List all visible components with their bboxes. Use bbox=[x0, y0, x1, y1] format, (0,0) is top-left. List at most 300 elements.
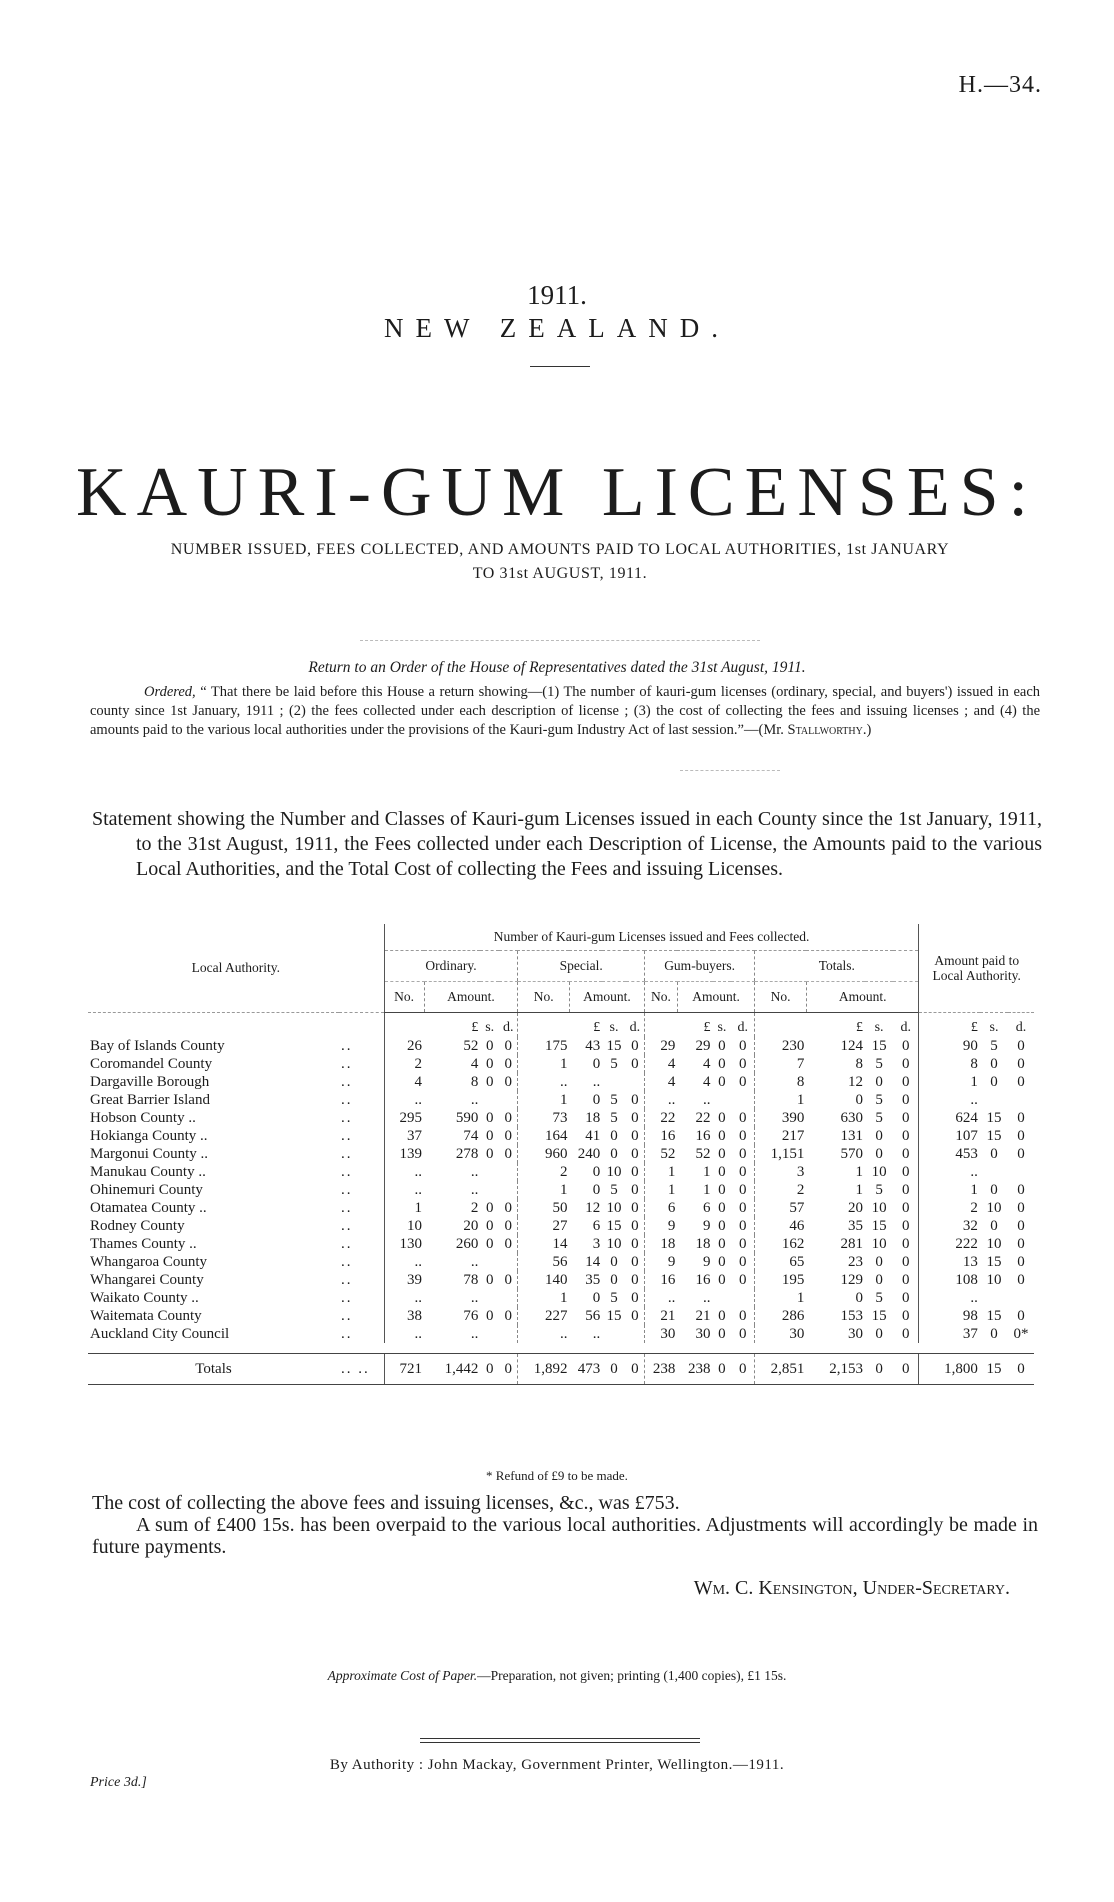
cell-p-s: 15 bbox=[986, 1128, 1002, 1144]
divider bbox=[360, 640, 760, 641]
row-leader-dots: .. bbox=[341, 1146, 353, 1162]
cell-s-no: 50 bbox=[518, 1199, 570, 1217]
cell-o-s bbox=[480, 1289, 499, 1307]
col-no: No. bbox=[645, 982, 678, 1013]
row-local-authority: Totals bbox=[88, 1354, 339, 1385]
cell-s-no: .. bbox=[518, 1073, 570, 1091]
col-group-header: Number of Kauri-gum Licenses issued and Fees collected. bbox=[384, 924, 919, 951]
shilling-unit: s. bbox=[485, 1020, 495, 1035]
cell-o-no: .. bbox=[384, 1181, 424, 1199]
row-local-authority: Whangarei County bbox=[90, 1272, 204, 1288]
statement-heading bbox=[92, 807, 1042, 882]
cell-o-l: .. bbox=[470, 1164, 479, 1180]
cell-g-d: 0 bbox=[739, 1218, 747, 1234]
subtitle bbox=[80, 538, 1040, 586]
cell-t-s: 15 bbox=[871, 1218, 887, 1234]
signature: Wm. C. Kensington, Under-Secretary. bbox=[693, 1577, 1010, 1599]
cell-t-l: 0 bbox=[855, 1092, 863, 1108]
row-leader-dots: .. bbox=[341, 1236, 353, 1252]
cell-g-s: 0 bbox=[718, 1182, 726, 1198]
row-local-authority: Waitemata County bbox=[90, 1308, 202, 1324]
units-row bbox=[88, 1013, 1034, 1038]
cell-o-no: .. bbox=[384, 1325, 424, 1343]
cell-t-no: 30 bbox=[755, 1325, 807, 1343]
cell-t-l: 8 bbox=[855, 1056, 863, 1072]
cell-p-d: 0 bbox=[1017, 1056, 1025, 1072]
cell-o-no: 26 bbox=[384, 1037, 424, 1055]
cell-p-l: 90 bbox=[919, 1037, 980, 1055]
cell-s-d: 0 bbox=[631, 1110, 639, 1126]
subtitle-line-1: NUMBER ISSUED, FEES COLLECTED, AND AMOUNTS PAID TO LOCAL AUTHORITIES, 1st JANUARY bbox=[170, 541, 950, 558]
cell-s-s: 10 bbox=[606, 1236, 622, 1252]
cell-p-d bbox=[1008, 1289, 1034, 1307]
cell-o-no: .. bbox=[384, 1091, 424, 1109]
table-header-row bbox=[88, 924, 1034, 951]
cell-t-s: 0 bbox=[875, 1074, 883, 1090]
cell-g-d: 0 bbox=[739, 1182, 747, 1198]
cell-s-no: 164 bbox=[518, 1127, 570, 1145]
pence-unit: d. bbox=[629, 1020, 641, 1035]
row-leader-dots: .. bbox=[341, 1290, 353, 1306]
cell-s-no: 227 bbox=[518, 1307, 570, 1325]
cell-g-no: 238 bbox=[645, 1354, 678, 1385]
cell-o-l: 260 bbox=[455, 1236, 479, 1252]
cell-o-s: 0 bbox=[485, 1110, 494, 1126]
cell-t-no: 57 bbox=[755, 1199, 807, 1217]
cell-t-s: 0 bbox=[865, 1354, 893, 1385]
cell-o-d: 0 bbox=[504, 1038, 512, 1054]
cell-g-d: 0 bbox=[739, 1254, 747, 1270]
cell-t-no: 7 bbox=[755, 1055, 807, 1073]
cell-s-d: 0 bbox=[626, 1354, 645, 1385]
cell-p-s: 0 bbox=[990, 1182, 998, 1198]
cell-o-s: 0 bbox=[485, 1236, 494, 1252]
cell-s-no: 175 bbox=[518, 1037, 570, 1055]
cell-o-d: 0 bbox=[504, 1200, 512, 1216]
cell-g-s: 0 bbox=[718, 1236, 726, 1252]
cell-s-d: 0 bbox=[631, 1272, 639, 1288]
col-no: No. bbox=[755, 982, 807, 1013]
cell-t-no: 195 bbox=[755, 1271, 807, 1289]
cell-s-l: 14 bbox=[585, 1254, 601, 1270]
order-text bbox=[90, 683, 1040, 740]
table-row bbox=[88, 1109, 1034, 1127]
row-leader-dots: .. bbox=[341, 1218, 353, 1234]
cell-p-s: 0 bbox=[990, 1146, 998, 1162]
cell-s-s: 0 bbox=[610, 1128, 618, 1144]
subtitle-line-2: TO 31st AUGUST, 1911. bbox=[472, 565, 648, 582]
cell-o-l: 4 bbox=[470, 1056, 479, 1072]
cell-s-l: 3 bbox=[592, 1236, 601, 1252]
cell-p-s bbox=[980, 1289, 1008, 1307]
return-order-line: Return to an Order of the House of Representatives dated the 31st August, 1911. bbox=[308, 659, 806, 676]
col-local-authority: Local Authority. bbox=[88, 924, 384, 1013]
cell-s-l: 43 bbox=[585, 1038, 601, 1054]
cell-s-l: 35 bbox=[585, 1272, 601, 1288]
row-local-authority: Dargaville Borough bbox=[90, 1074, 210, 1090]
cell-o-no: 38 bbox=[384, 1307, 424, 1325]
cell-p-d: 0* bbox=[1013, 1326, 1029, 1342]
row-leader-dots: .. bbox=[341, 1074, 353, 1090]
cell-g-s: 0 bbox=[718, 1200, 726, 1216]
cell-g-d: 0 bbox=[739, 1038, 747, 1054]
row-leader-dots: .. bbox=[341, 1308, 353, 1324]
year-heading: 1911. bbox=[527, 280, 587, 310]
cell-t-no: 390 bbox=[755, 1109, 807, 1127]
cell-o-no: 39 bbox=[384, 1271, 424, 1289]
cell-o-no: 4 bbox=[384, 1073, 424, 1091]
cell-o-no: .. bbox=[384, 1163, 424, 1181]
cell-t-l: 20 bbox=[848, 1200, 863, 1216]
cell-g-l: 4 bbox=[703, 1074, 711, 1090]
cell-p-l: .. bbox=[919, 1091, 980, 1109]
cell-s-no: 140 bbox=[518, 1271, 570, 1289]
cell-o-l: 76 bbox=[463, 1308, 479, 1324]
cell-g-no: .. bbox=[645, 1289, 678, 1307]
col-totals: Totals. bbox=[755, 951, 919, 982]
cell-g-no: 16 bbox=[645, 1127, 678, 1145]
cell-p-s bbox=[980, 1163, 1008, 1181]
cell-t-d: 0 bbox=[902, 1218, 910, 1234]
cell-o-s: 0 bbox=[485, 1200, 494, 1216]
divider bbox=[420, 1738, 700, 1739]
cell-p-l: 1 bbox=[919, 1073, 980, 1091]
cell-t-d: 0 bbox=[902, 1308, 910, 1324]
cell-p-l: 98 bbox=[919, 1307, 980, 1325]
pound-unit: £ bbox=[856, 1020, 863, 1035]
cell-t-l: 153 bbox=[840, 1308, 863, 1324]
cell-s-l: 0 bbox=[592, 1290, 601, 1306]
cell-t-l: 2,153 bbox=[806, 1354, 865, 1385]
row-local-authority: Thames County .. bbox=[90, 1236, 197, 1252]
cell-g-l: 22 bbox=[695, 1110, 711, 1126]
cell-o-d bbox=[499, 1181, 518, 1199]
cell-g-no: 1 bbox=[645, 1181, 678, 1199]
table-row bbox=[88, 1127, 1034, 1145]
table-row bbox=[88, 1163, 1034, 1181]
cell-s-s: 5 bbox=[610, 1056, 618, 1072]
cell-o-s: 0 bbox=[480, 1354, 499, 1385]
cell-g-s: 0 bbox=[718, 1326, 726, 1342]
paper-cost-label: Approximate Cost of Paper. bbox=[327, 1668, 478, 1683]
cell-p-d: 0 bbox=[1017, 1182, 1025, 1198]
cell-g-no: 18 bbox=[645, 1235, 678, 1253]
cell-s-no: 1,892 bbox=[518, 1354, 570, 1385]
cell-t-d: 0 bbox=[902, 1092, 910, 1108]
cell-g-s bbox=[713, 1289, 732, 1307]
cell-o-no: 10 bbox=[384, 1217, 424, 1235]
cell-g-d: 0 bbox=[739, 1326, 747, 1342]
row-leader-dots: .. bbox=[341, 1200, 353, 1216]
cell-t-s: 5 bbox=[875, 1110, 883, 1126]
cell-p-d: 0 bbox=[1017, 1218, 1025, 1234]
divider bbox=[420, 1742, 700, 1743]
cell-s-no: 1 bbox=[518, 1181, 570, 1199]
cell-t-s: 0 bbox=[875, 1254, 883, 1270]
ordered-member-name: Stallworthy.) bbox=[787, 722, 872, 738]
cell-t-no: 1,151 bbox=[755, 1145, 807, 1163]
pence-unit: d. bbox=[1015, 1020, 1027, 1035]
cell-s-s: 5 bbox=[610, 1110, 618, 1126]
cell-o-l: 20 bbox=[463, 1218, 479, 1234]
cell-p-s: 15 bbox=[986, 1254, 1002, 1270]
cell-t-l: 0 bbox=[855, 1290, 863, 1306]
overpaid-paragraph: A sum of £400 15s. has been overpaid to the various local authorities. Adjustments will accordingly be made in future payments. bbox=[92, 1514, 1038, 1558]
cell-o-l: .. bbox=[470, 1290, 479, 1306]
cell-s-s: 10 bbox=[606, 1200, 622, 1216]
cell-p-l: 624 bbox=[919, 1109, 980, 1127]
cell-p-d: 0 bbox=[1017, 1236, 1025, 1252]
cell-o-s: 0 bbox=[485, 1056, 494, 1072]
table-row bbox=[88, 1091, 1034, 1109]
row-local-authority: Margonui County .. bbox=[90, 1146, 209, 1162]
cell-o-d bbox=[499, 1289, 518, 1307]
cell-t-s: 5 bbox=[875, 1056, 883, 1072]
row-leader-dots: .. bbox=[341, 1254, 353, 1270]
cell-g-d: 0 bbox=[739, 1128, 747, 1144]
cell-t-s: 15 bbox=[871, 1038, 887, 1054]
cell-g-l: 238 bbox=[677, 1354, 712, 1385]
table-row bbox=[88, 1073, 1034, 1091]
cell-g-no: 4 bbox=[645, 1073, 678, 1091]
row-leader-dots: .. .. bbox=[339, 1354, 384, 1385]
cell-o-d: 0 bbox=[504, 1272, 512, 1288]
cell-o-l: .. bbox=[470, 1182, 479, 1198]
pound-unit: £ bbox=[593, 1020, 601, 1035]
cell-g-l: 16 bbox=[695, 1128, 711, 1144]
row-local-authority: Rodney County bbox=[90, 1218, 185, 1234]
cell-o-d: 0 bbox=[504, 1074, 512, 1090]
cell-g-no: 21 bbox=[645, 1307, 678, 1325]
cell-t-d: 0 bbox=[902, 1146, 910, 1162]
cell-o-s: 0 bbox=[485, 1038, 494, 1054]
cell-g-l: 6 bbox=[703, 1200, 711, 1216]
cell-p-d: 0 bbox=[1017, 1254, 1025, 1270]
shilling-unit: s. bbox=[989, 1020, 999, 1035]
cell-o-s bbox=[480, 1253, 499, 1271]
cell-o-l: 590 bbox=[455, 1110, 479, 1126]
cell-o-s bbox=[480, 1163, 499, 1181]
col-special: Special. bbox=[518, 951, 645, 982]
cell-s-d: 0 bbox=[631, 1200, 639, 1216]
cell-g-l: .. bbox=[703, 1092, 711, 1108]
cell-p-d: 0 bbox=[1017, 1128, 1025, 1144]
cell-p-s: 0 bbox=[990, 1056, 998, 1072]
cell-o-d: 0 bbox=[504, 1056, 512, 1072]
cell-t-d: 0 bbox=[902, 1182, 910, 1198]
cell-o-l: 74 bbox=[463, 1128, 479, 1144]
row-local-authority: Waikato County .. bbox=[90, 1290, 199, 1306]
cell-s-s: 10 bbox=[606, 1164, 622, 1180]
row-leader-dots: .. bbox=[341, 1326, 353, 1342]
cell-s-d: 0 bbox=[631, 1128, 639, 1144]
cell-s-l: 6 bbox=[592, 1218, 601, 1234]
divider bbox=[680, 770, 780, 771]
cell-g-d bbox=[731, 1289, 754, 1307]
cell-t-s: 10 bbox=[871, 1200, 887, 1216]
cell-t-d: 0 bbox=[902, 1200, 910, 1216]
shilling-unit: s. bbox=[874, 1020, 884, 1035]
cell-g-l: 21 bbox=[695, 1308, 711, 1324]
cell-g-s: 0 bbox=[718, 1110, 726, 1126]
cell-o-d bbox=[499, 1163, 518, 1181]
cell-t-no: 162 bbox=[755, 1235, 807, 1253]
cell-o-no: 721 bbox=[384, 1354, 424, 1385]
cell-g-s: 0 bbox=[718, 1218, 726, 1234]
cell-s-s: 0 bbox=[610, 1272, 618, 1288]
cell-g-s: 0 bbox=[718, 1074, 726, 1090]
col-amount: Amount. bbox=[424, 982, 518, 1013]
ordered-label: Ordered, bbox=[144, 684, 196, 700]
cell-o-no: 139 bbox=[384, 1145, 424, 1163]
cell-o-d: 0 bbox=[504, 1128, 512, 1144]
cell-p-s: 0 bbox=[990, 1326, 998, 1342]
cell-t-s: 15 bbox=[871, 1308, 887, 1324]
cell-t-d: 0 bbox=[902, 1254, 910, 1270]
cell-s-no: 73 bbox=[518, 1109, 570, 1127]
cell-s-l: 56 bbox=[585, 1308, 601, 1324]
table-row bbox=[88, 1271, 1034, 1289]
cell-t-l: 630 bbox=[840, 1110, 863, 1126]
col-ordinary: Ordinary. bbox=[384, 951, 518, 982]
shilling-unit: s. bbox=[717, 1020, 727, 1035]
cell-p-d: 0 bbox=[1017, 1200, 1025, 1216]
cell-s-l: .. bbox=[592, 1326, 601, 1342]
cell-s-s: 5 bbox=[610, 1290, 618, 1306]
cell-g-s bbox=[713, 1091, 732, 1109]
cell-p-s: 10 bbox=[986, 1236, 1002, 1252]
cell-o-s: 0 bbox=[485, 1272, 494, 1288]
cell-o-d bbox=[499, 1091, 518, 1109]
cell-s-no: 1 bbox=[518, 1091, 570, 1109]
cell-g-s: 0 bbox=[718, 1254, 726, 1270]
cell-t-l: 1 bbox=[855, 1164, 863, 1180]
cell-o-s bbox=[480, 1325, 499, 1343]
row-local-authority: Whangaroa County bbox=[90, 1254, 208, 1270]
row-leader-dots: .. bbox=[341, 1182, 353, 1198]
cell-s-l: .. bbox=[592, 1074, 601, 1090]
cell-t-no: 1 bbox=[755, 1091, 807, 1109]
cell-o-s: 0 bbox=[485, 1218, 494, 1234]
cell-g-no: 9 bbox=[645, 1217, 678, 1235]
cell-s-s: 5 bbox=[610, 1092, 618, 1108]
cell-t-d: 0 bbox=[902, 1164, 910, 1180]
cell-s-s: 5 bbox=[610, 1182, 618, 1198]
table-row bbox=[88, 1145, 1034, 1163]
cell-o-no: 37 bbox=[384, 1127, 424, 1145]
col-amount: Amount. bbox=[569, 982, 644, 1013]
pound-unit: £ bbox=[919, 1013, 980, 1038]
cell-t-s: 10 bbox=[871, 1236, 887, 1252]
cell-s-l: 18 bbox=[585, 1110, 601, 1126]
table-row bbox=[88, 1307, 1034, 1325]
row-leader-dots: .. bbox=[341, 1056, 353, 1072]
paper-cost-text: —Preparation, not given; printing (1,400 copies), £1 15s. bbox=[477, 1668, 787, 1683]
cell-g-no: 9 bbox=[645, 1253, 678, 1271]
table-row bbox=[88, 1235, 1034, 1253]
cell-s-no: 960 bbox=[518, 1145, 570, 1163]
cell-s-no: .. bbox=[518, 1325, 570, 1343]
cell-o-s: 0 bbox=[485, 1308, 494, 1324]
cell-t-no: 1 bbox=[755, 1289, 807, 1307]
cell-t-no: 8 bbox=[755, 1073, 807, 1091]
cell-p-s: 10 bbox=[986, 1200, 1002, 1216]
cell-g-l: .. bbox=[703, 1290, 711, 1306]
cell-o-l: 1,442 bbox=[424, 1354, 480, 1385]
cell-g-l: 1 bbox=[703, 1164, 711, 1180]
cell-g-d: 0 bbox=[739, 1110, 747, 1126]
row-local-authority: Coromandel County bbox=[90, 1056, 213, 1072]
pound-unit: £ bbox=[703, 1020, 711, 1035]
cell-t-s: 0 bbox=[875, 1128, 883, 1144]
cell-t-l: 12 bbox=[848, 1074, 863, 1090]
licenses-table bbox=[88, 924, 1034, 1385]
cell-o-l: .. bbox=[470, 1326, 479, 1342]
cell-o-s: 0 bbox=[485, 1074, 494, 1090]
cell-t-d: 0 bbox=[902, 1236, 910, 1252]
cell-g-l: 9 bbox=[703, 1254, 711, 1270]
cell-s-d: 0 bbox=[631, 1308, 639, 1324]
cell-p-d: 0 bbox=[1017, 1074, 1025, 1090]
cell-o-l: 52 bbox=[463, 1038, 479, 1054]
pence-unit: d. bbox=[502, 1020, 514, 1035]
cell-p-s: 0 bbox=[990, 1074, 998, 1090]
cell-t-d: 0 bbox=[893, 1354, 919, 1385]
cell-o-d: 0 bbox=[504, 1236, 512, 1252]
cell-t-no: 217 bbox=[755, 1127, 807, 1145]
paper-cost-note bbox=[0, 1668, 1114, 1684]
cell-p-s: 5 bbox=[990, 1038, 998, 1054]
cell-p-d bbox=[1008, 1163, 1034, 1181]
cell-g-s: 0 bbox=[718, 1272, 726, 1288]
cell-o-s bbox=[480, 1091, 499, 1109]
cell-s-no: 27 bbox=[518, 1217, 570, 1235]
cell-g-s: 0 bbox=[718, 1038, 726, 1054]
cell-t-d: 0 bbox=[902, 1128, 910, 1144]
cell-p-d: 0 bbox=[1008, 1354, 1034, 1385]
row-leader-dots: .. bbox=[341, 1092, 353, 1108]
cell-s-l: 473 bbox=[569, 1354, 602, 1385]
cell-g-d: 0 bbox=[739, 1236, 747, 1252]
row-leader-dots: .. bbox=[341, 1128, 353, 1144]
cell-s-s: 0 bbox=[602, 1354, 625, 1385]
cell-o-no: 130 bbox=[384, 1235, 424, 1253]
cell-p-s: 0 bbox=[990, 1218, 998, 1234]
statement-text: Statement showing the Number and Classes of Kauri-gum Licenses issued in each County since the 1st January, 1911, to the 31st August, 1911, the Fees collected under each Description of License, the Amounts paid to the various Local Authorities, and the Total Cost of collecting the Fees and issuing Licenses. bbox=[92, 808, 1042, 880]
cell-o-no: 295 bbox=[384, 1109, 424, 1127]
cell-t-no: 230 bbox=[755, 1037, 807, 1055]
cell-p-l: 1,800 bbox=[919, 1354, 980, 1385]
cell-s-d: 0 bbox=[631, 1182, 639, 1198]
cell-t-d: 0 bbox=[902, 1056, 910, 1072]
cell-s-d: 0 bbox=[631, 1254, 639, 1270]
cell-g-l: 52 bbox=[695, 1146, 711, 1162]
cell-s-d: 0 bbox=[631, 1092, 639, 1108]
cell-t-l: 35 bbox=[848, 1218, 863, 1234]
cell-o-no: 1 bbox=[384, 1199, 424, 1217]
cell-s-s: 0 bbox=[610, 1146, 618, 1162]
pence-unit: d. bbox=[900, 1020, 912, 1035]
price-note: Price 3d.] bbox=[90, 1775, 147, 1790]
cell-s-d bbox=[626, 1073, 645, 1091]
row-local-authority: Otamatea County .. bbox=[90, 1200, 207, 1216]
cell-o-d bbox=[499, 1253, 518, 1271]
cell-g-l: 29 bbox=[695, 1038, 711, 1054]
cell-g-l: 9 bbox=[703, 1218, 711, 1234]
cell-g-s: 0 bbox=[718, 1146, 726, 1162]
cell-p-s: 15 bbox=[986, 1110, 1002, 1126]
cell-s-d: 0 bbox=[631, 1056, 639, 1072]
